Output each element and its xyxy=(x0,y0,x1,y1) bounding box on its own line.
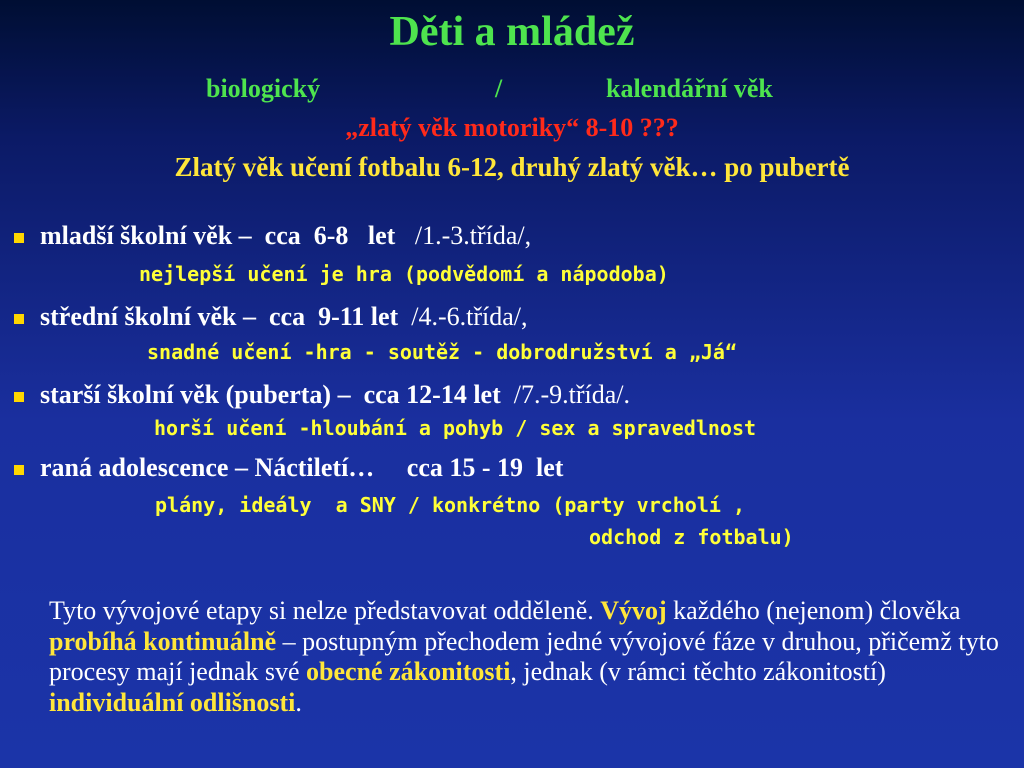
bullet-subline: plány, ideály a SNY / konkrétno (party vrcholí , xyxy=(155,493,746,517)
paragraph-emphasis: Vývoj xyxy=(600,596,667,625)
bullet-item-older-school-age xyxy=(14,378,630,412)
bullet-main-bold: raná adolescence – Náctiletí… cca 15 - 19 let xyxy=(40,453,564,482)
bullet-item-middle-school-age xyxy=(14,300,527,334)
square-bullet-icon xyxy=(14,465,24,475)
golden-age-motor: „zlatý věk motoriky“ 8-10 ??? xyxy=(345,113,679,142)
paragraph-text: každého (nejenom) člověka xyxy=(666,596,961,625)
bullet-subline: nejlepší učení je hra (podvědomí a nápodoba) xyxy=(139,262,669,286)
paragraph-text: – postupným přechodem jedné vývojové fáze v druhou, přičemž tyto procesy mají jednak své xyxy=(49,626,999,686)
bullet-subline-continued: odchod z fotbalu) xyxy=(589,525,794,549)
slide-title: Děti a mládež xyxy=(389,9,635,55)
bullet-main-rest: /7.-9.třída/. xyxy=(500,380,631,409)
bullet-item-early-adolescence xyxy=(14,451,563,485)
paragraph-text: . xyxy=(295,687,302,717)
square-bullet-icon xyxy=(14,314,24,324)
subtitle-calendar-age: kalendářní věk xyxy=(606,74,773,103)
bullet-item-younger-school-age xyxy=(14,219,531,253)
paragraph-text: , jednak (v rámci těchto zákonitostí) xyxy=(510,657,886,686)
golden-age-football: Zlatý věk učení fotbalu 6-12, druhý zlatý věk… po pubertě xyxy=(174,152,850,182)
closing-paragraph xyxy=(49,596,1001,718)
subtitle-separator: / xyxy=(495,74,503,103)
bullet-main-rest: /4.-6.třída/, xyxy=(398,302,528,331)
bullet-main-bold: střední školní věk – cca 9-11 let xyxy=(40,302,399,331)
paragraph-emphasis: probíhá kontinuálně xyxy=(49,626,277,656)
paragraph-text: Tyto vývojové etapy si nelze představovat odděleně. xyxy=(49,596,601,625)
bullet-subline: snadné učení -hra - soutěž - dobrodružství a „Já“ xyxy=(147,340,738,364)
bullet-main-bold: mladší školní věk – cca 6-8 let xyxy=(40,221,396,250)
paragraph-emphasis: obecné zákonitosti xyxy=(306,657,511,686)
bullet-main-rest: /1.-3.třída/, xyxy=(395,221,532,250)
square-bullet-icon xyxy=(14,392,24,402)
square-bullet-icon xyxy=(14,233,24,243)
bullet-subline: horší učení -hloubání a pohyb / sex a spravedlnost xyxy=(154,416,757,440)
bullet-main-bold: starší školní věk (puberta) – cca 12-14 let xyxy=(40,380,501,409)
paragraph-emphasis: individuální odlišnosti xyxy=(49,687,296,717)
subtitle-biological: biologický xyxy=(206,74,321,103)
